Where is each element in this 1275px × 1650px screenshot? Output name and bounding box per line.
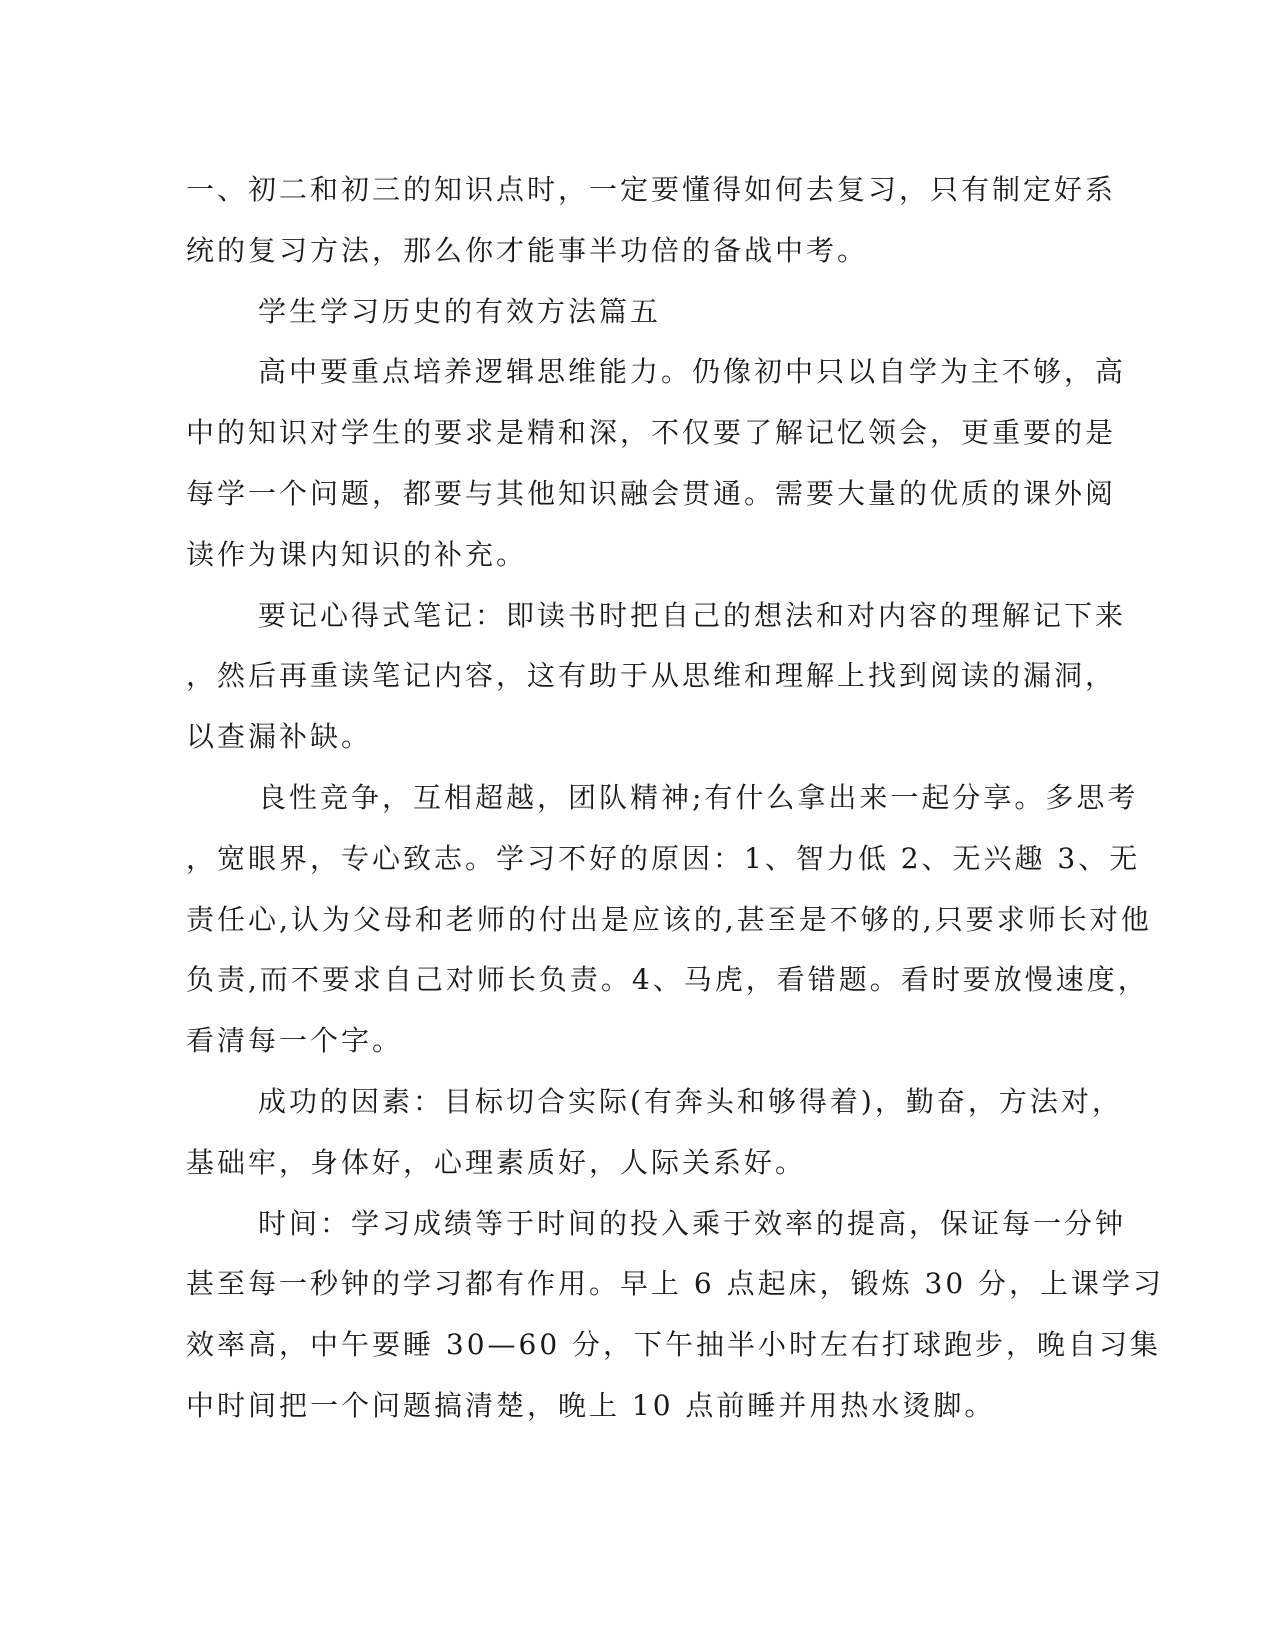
text-line: 每学一个问题，都要与其他知识融会贯通。需要大量的优质的课外阅	[186, 476, 1117, 510]
text-line: 看清每一个字。	[186, 1024, 404, 1058]
text-line: ，然后再重读笔记内容，这有助于从思维和理解上找到阅读的漏洞，	[186, 659, 1117, 693]
document-body	[186, 160, 1165, 1437]
text-line: 责任心,认为父母和老师的付出是应该的,甚至是不够的,只要求师长对他	[186, 902, 1152, 936]
text-line: 基础牢，身体好，心理素质好，人际关系好。	[186, 1145, 807, 1179]
paragraph-start-line: 良性竞争，互相超越，团队精神;有什么拿出来一起分享。多思考	[258, 780, 1139, 814]
paragraph-start-line: 要记心得式笔记：即读书时把自己的想法和对内容的理解记下来	[258, 598, 1127, 632]
text-line: 读作为课内知识的补充。	[186, 537, 528, 571]
paragraph-start-line: 成功的因素：目标切合实际(有奔头和够得着)，勤奋，方法对，	[258, 1084, 1123, 1118]
text-line: 中时间把一个问题搞清楚，晚上 10 点前睡并用热水烫脚。	[186, 1388, 996, 1422]
paragraph-start-line: 高中要重点培养逻辑思维能力。仍像初中只以自学为主不够，高	[258, 355, 1127, 389]
text-line: 负责,而不要求自己对师长负责。4、马虎，看错题。看时要放慢速度，	[186, 963, 1149, 997]
text-line: 以查漏补缺。	[186, 720, 373, 754]
text-line: ，宽眼界，专心致志。学习不好的原因：1、智力低 2、无兴趣 3、无	[186, 841, 1141, 875]
text-line: 效率高，中午要睡 30—60 分，下午抽半小时左右打球跑步，晚自习集	[186, 1328, 1162, 1362]
section-heading: 学生学习历史的有效方法篇五	[258, 294, 662, 328]
paragraph-start-line: 时间：学习成绩等于时间的投入乘于效率的提高，保证每一分钟	[258, 1206, 1127, 1240]
text-line: 一、初二和初三的知识点时，一定要懂得如何去复习，只有制定好系	[186, 173, 1117, 206]
text-line: 中的知识对学生的要求是精和深，不仅要了解记忆领会，更重要的是	[186, 416, 1117, 450]
text-line: 统的复习方法，那么你才能事半功倍的备战中考。	[186, 233, 869, 267]
text-line: 甚至每一秒钟的学习都有作用。早上 6 点起床，锻炼 30 分，上课学习	[186, 1267, 1165, 1301]
